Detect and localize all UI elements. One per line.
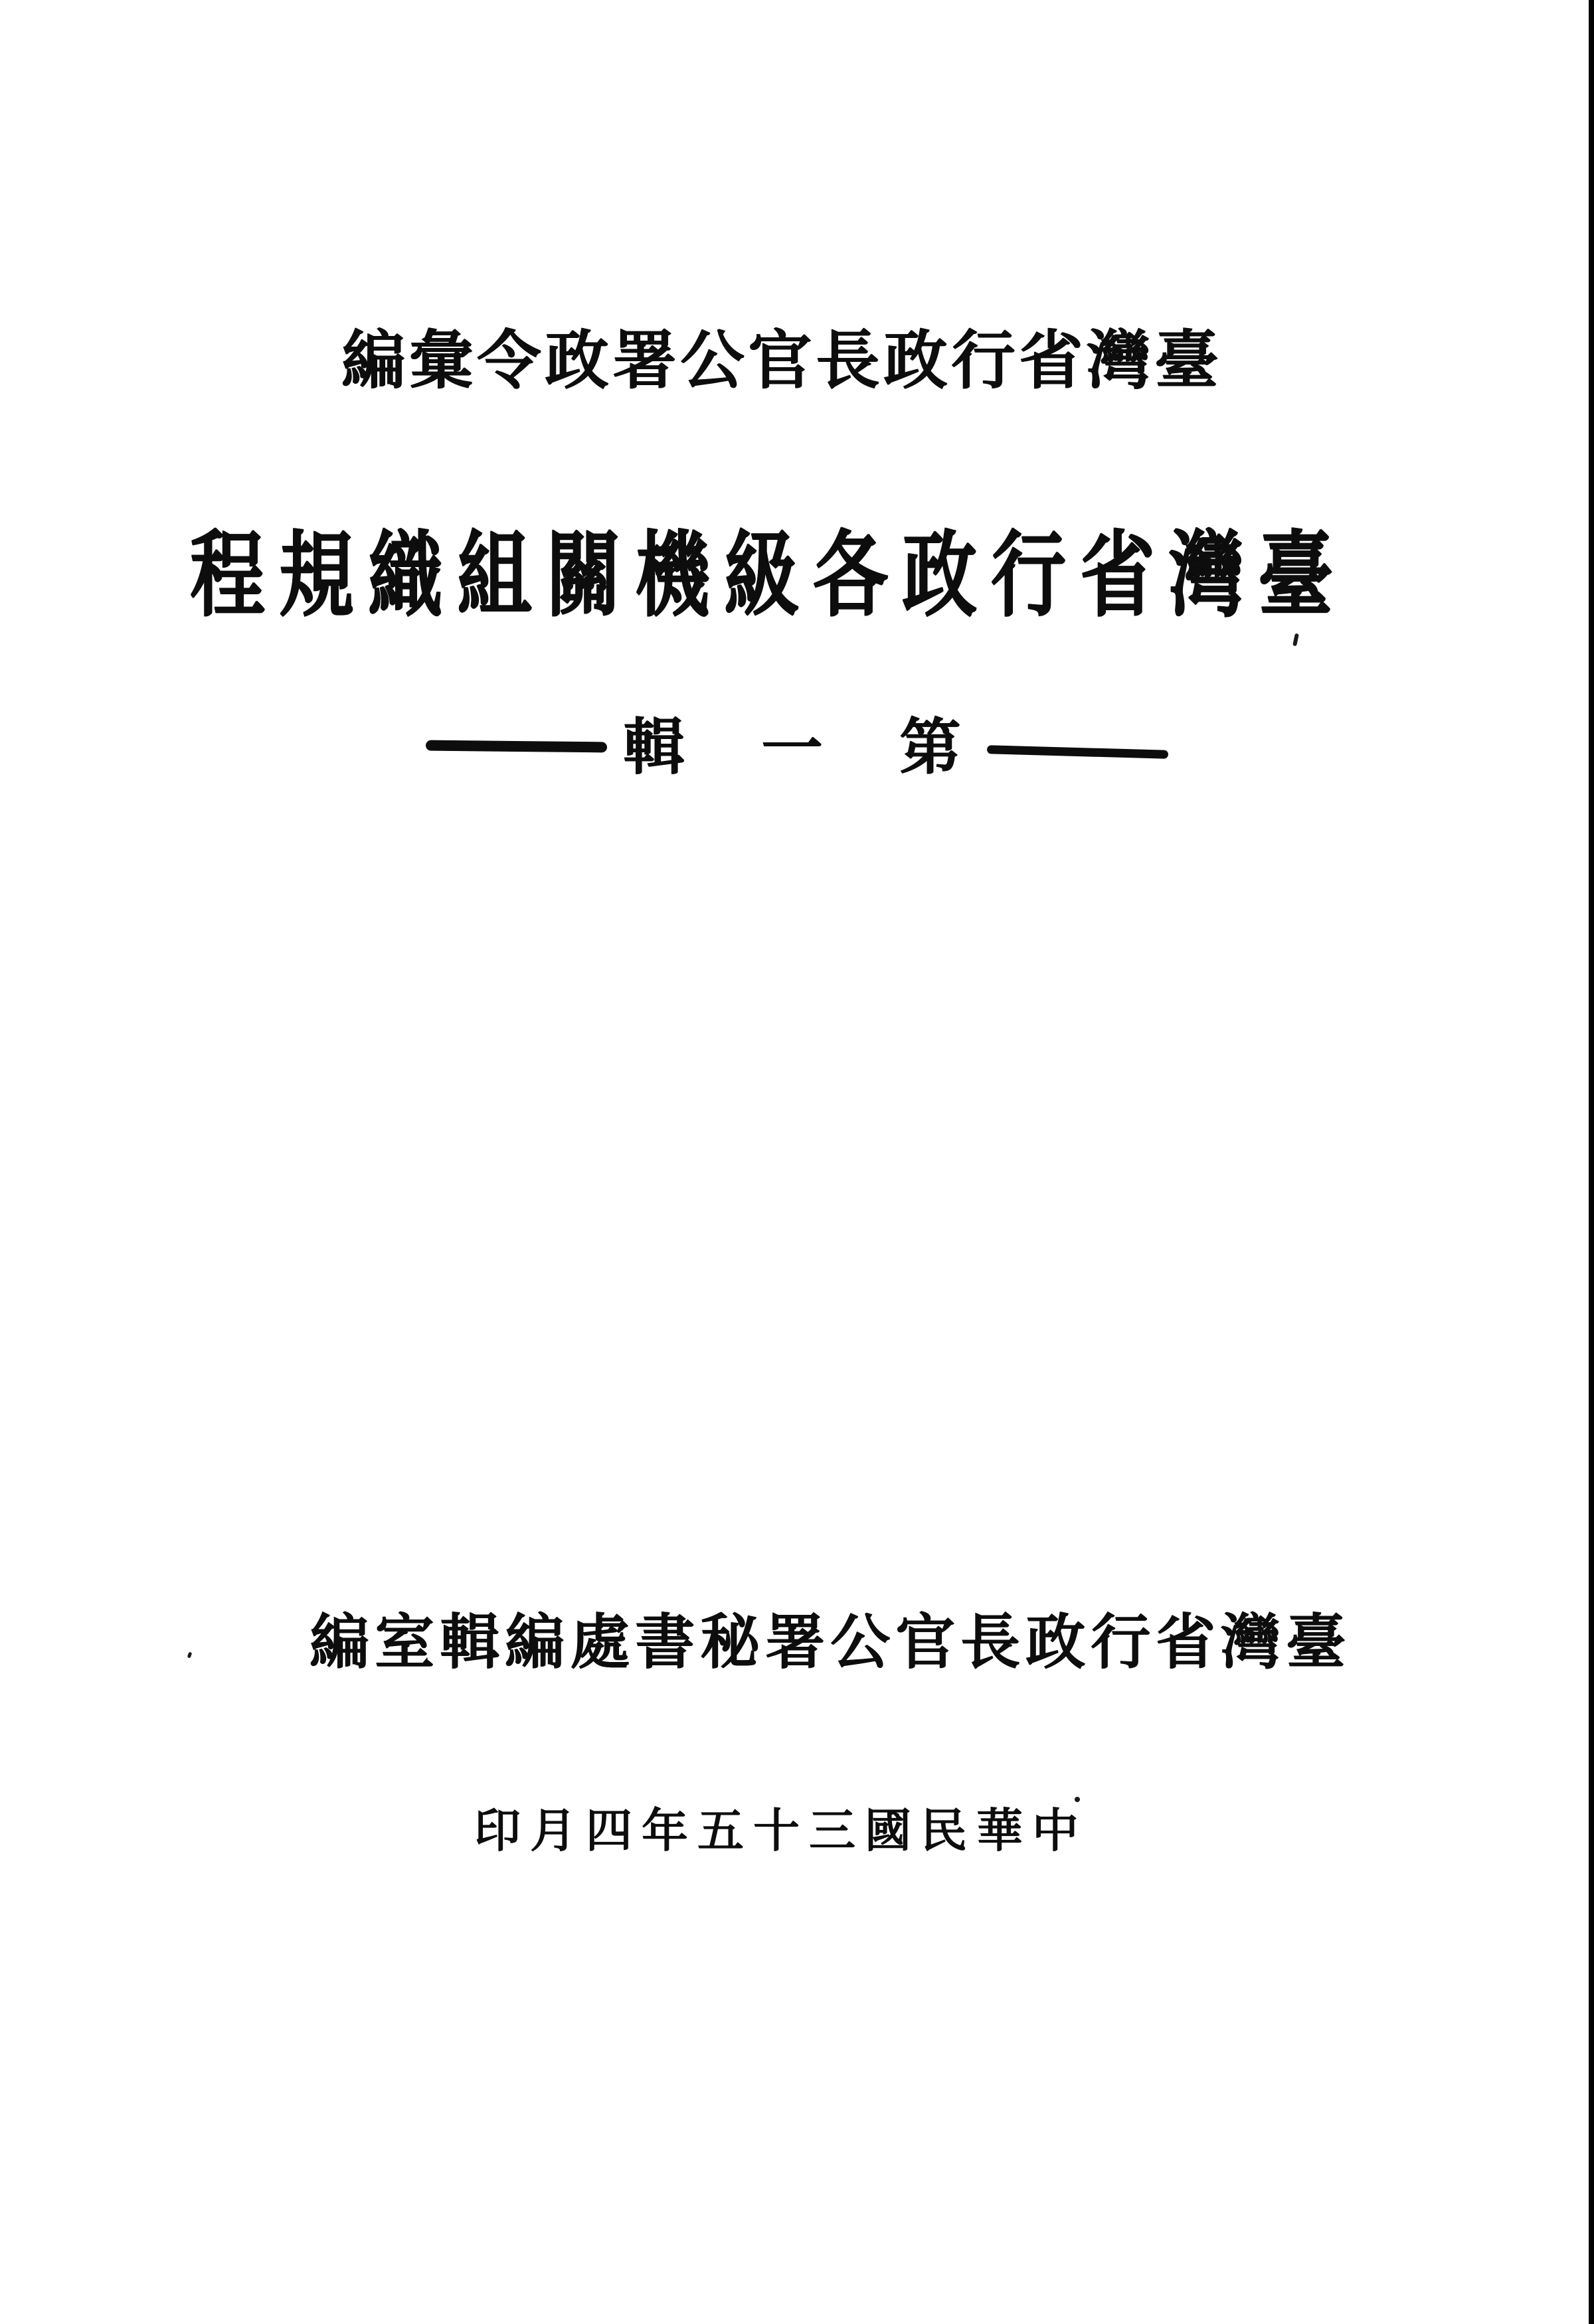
volume-char-2: 一 bbox=[761, 715, 823, 783]
scan-speckle bbox=[187, 1651, 193, 1658]
imprint-date-line: 印月四年五十三國民華中 bbox=[474, 1806, 1088, 1857]
volume-char-1: 輯 bbox=[623, 714, 685, 782]
scan-edge-artifact bbox=[1589, 0, 1594, 2324]
book-title: 程規織組關機級各政行省灣臺 bbox=[190, 525, 1347, 628]
scan-speckle bbox=[1292, 633, 1299, 647]
volume-rule-right bbox=[987, 745, 1168, 759]
volume-rule-left bbox=[426, 740, 607, 753]
volume-char-3: 第 bbox=[899, 714, 961, 782]
editor-line: 編室輯編處書秘署公官長政行省灣臺 bbox=[310, 1610, 1351, 1676]
series-title-line: 編彙令政署公官長政行省灣臺 bbox=[341, 325, 1222, 396]
scan-speckle bbox=[1075, 1797, 1080, 1802]
